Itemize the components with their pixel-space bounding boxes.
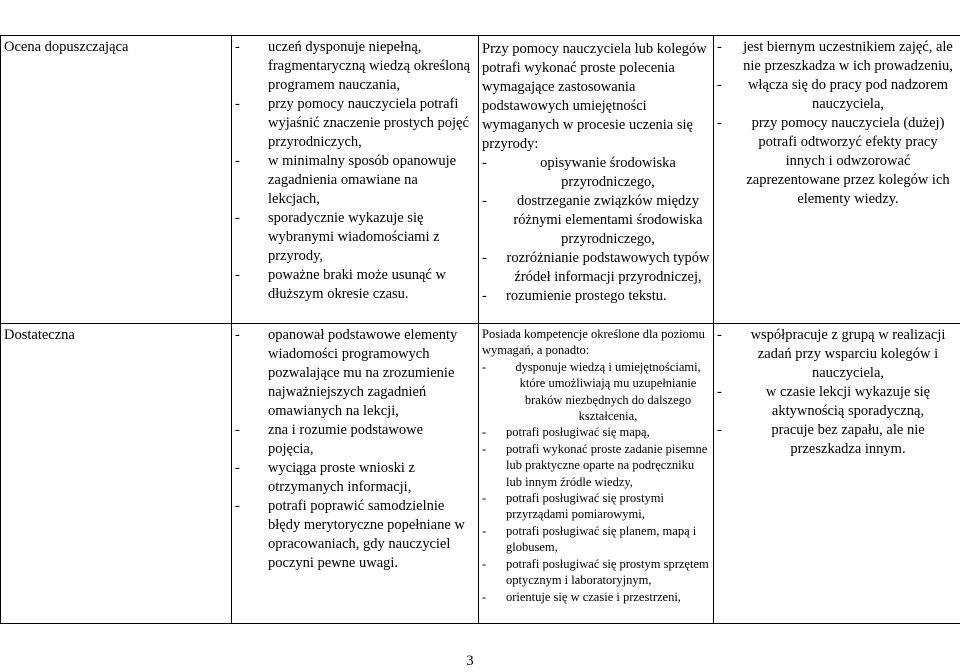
grade-label: Dostateczna — [4, 327, 75, 343]
attitudes-list — [717, 326, 957, 459]
knowledge-cell — [232, 324, 479, 624]
list-item: - przy pomocy nauczyciela potrafi wyjaśnić znaczenie prostych pojęć przyrodniczych, — [235, 95, 475, 152]
list-item: - przy pomocy nauczyciela (dużej) potrafi odtworzyć efekty pracy innych i odwzorować zaprezentowane przez kolegów ich elementy wiedzy. — [717, 114, 957, 209]
list-item: - pracuje bez zapału, ale nie przeszkadza innym. — [717, 421, 957, 459]
list-item: - współpracuje z grupą w realizacji zadań przy wsparciu kolegów i nauczyciela, — [717, 326, 957, 383]
list-item: - opisywanie środowiska przyrodniczego, — [482, 154, 710, 192]
list-item: - poważne braki może usunąć w dłuższym okresie czasu. — [235, 266, 475, 304]
list-item: - w minimalny sposób opanowuje zagadnienia omawiane na lekcjach, — [235, 152, 475, 209]
knowledge-list — [235, 326, 475, 573]
list-item: - dostrzeganie związków między różnymi elementami środowiska przyrodniczego, — [482, 192, 710, 249]
skills-list — [482, 359, 710, 605]
list-item: - potrafi posługiwać się planem, mapą i globusem, — [482, 523, 710, 556]
page-number: 3 — [466, 653, 474, 669]
table-row — [1, 324, 960, 624]
list-item: - orientuje się w czasie i przestrzeni, — [482, 589, 710, 605]
list-item: - wyciąga proste wnioski z otrzymanych informacji, — [235, 459, 475, 497]
grading-criteria-table — [0, 35, 960, 624]
list-item: - rozumienie prostego tekstu. — [482, 287, 710, 306]
grade-label: Ocena dopuszczająca — [4, 39, 129, 55]
list-item: - rozróżnianie podstawowych typów źródeł informacji przyrodniczej, — [482, 249, 710, 287]
list-item: - potrafi posługiwać się mapą, — [482, 424, 710, 440]
list-item: - opanował podstawowe elementy wiadomości programowych pozwalające mu na zrozumienie najważniejszych zagadnień omawianych na lekcji, — [235, 326, 475, 421]
list-item: - sporadycznie wykazuje się wybranymi wiadomościami z przyrody, — [235, 209, 475, 266]
list-item: - dysponuje wiedzą i umiejętnościami, które umożliwiają mu uzupełnianie braków niezbędnych do dalszego kształcenia, — [482, 359, 710, 425]
skills-intro: Przy pomocy nauczyciela lub kolegów potrafi wykonać proste polecenia wymagające zastosowania podstawowych umiejętności wymaganych w procesie uczenia się przyrody: — [482, 41, 707, 152]
knowledge-list — [235, 38, 475, 304]
skills-cell — [479, 36, 714, 324]
list-item: - potrafi poprawić samodzielnie błędy merytoryczne popełniane w opracowaniach, gdy nauczyciel poczyni pewne uwagi. — [235, 497, 475, 573]
attitudes-cell — [714, 36, 960, 324]
grade-cell — [1, 324, 232, 624]
attitudes-list — [717, 38, 957, 209]
skills-cell — [479, 324, 714, 624]
list-item: - potrafi wykonać proste zadanie pisemne lub praktyczne oparte na podręczniku lub innym źródle wiedzy, — [482, 441, 710, 490]
list-item: - w czasie lekcji wykazuje się aktywnością sporadyczną, — [717, 383, 957, 421]
list-item: - potrafi posługiwać się prostymi przyrządami pomiarowymi, — [482, 490, 710, 523]
skills-intro: Posiada kompetencje określone dla poziomu wymagań, a ponadto: — [482, 327, 705, 358]
list-item: - włącza się do pracy pod nadzorem nauczyciela, — [717, 76, 957, 114]
list-item: - zna i rozumie podstawowe pojęcia, — [235, 421, 475, 459]
knowledge-cell — [232, 36, 479, 324]
list-item: - uczeń dysponuje niepełną, fragmentaryczną wiedzą określoną programem nauczania, — [235, 38, 475, 95]
list-item: - jest biernym uczestnikiem zajęć, ale nie przeszkadza w ich prowadzeniu, — [717, 38, 957, 76]
skills-list — [482, 154, 710, 306]
grade-cell — [1, 36, 232, 324]
table-row — [1, 36, 960, 324]
list-item: - potrafi posługiwać się prostym sprzętem optycznym i laboratoryjnym, — [482, 556, 710, 589]
attitudes-cell — [714, 324, 960, 624]
